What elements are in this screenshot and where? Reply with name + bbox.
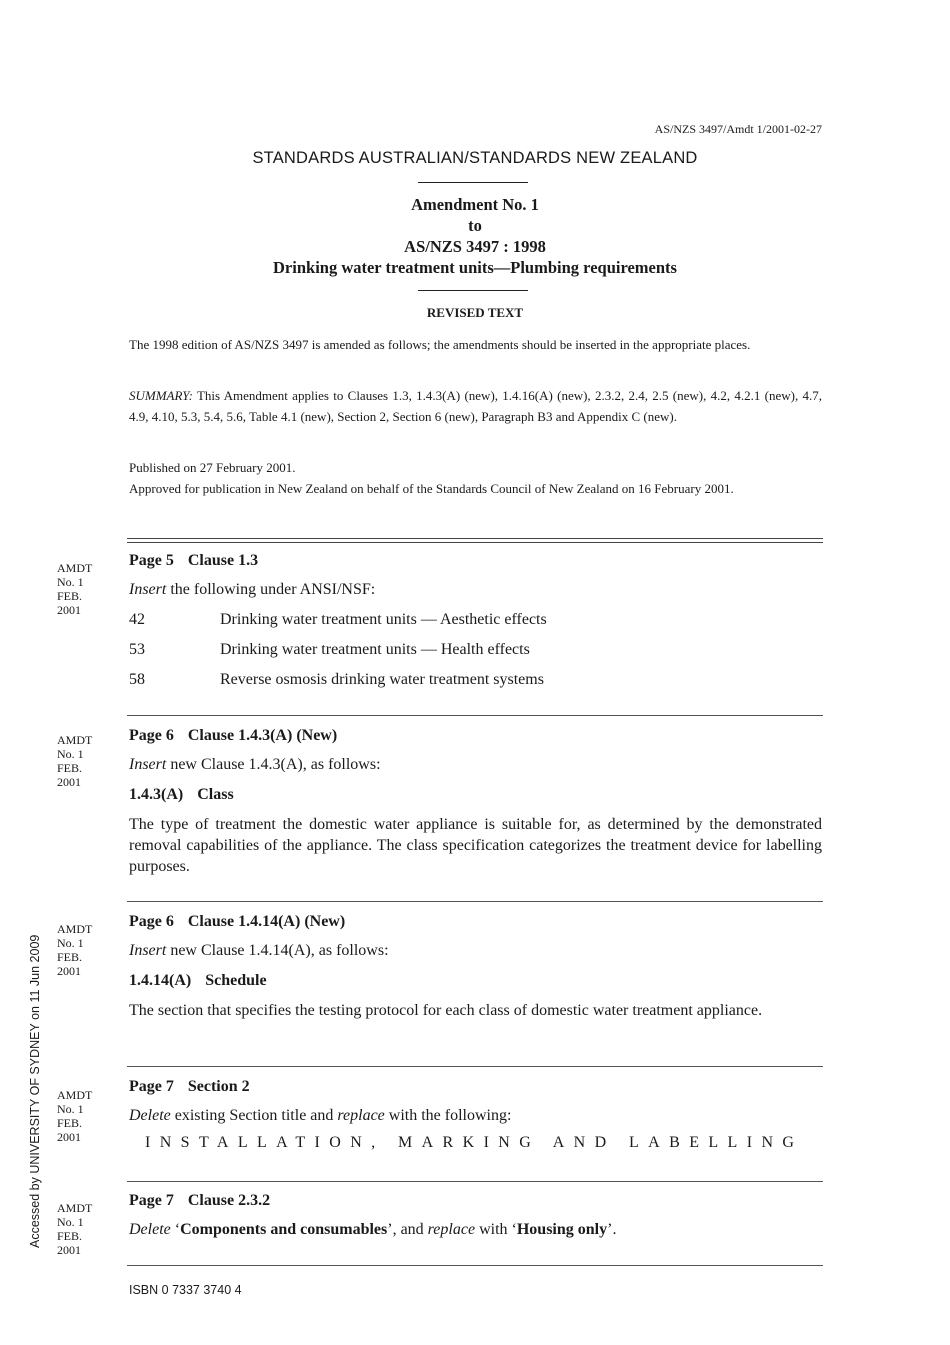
amdt-number: No. 1 — [57, 575, 84, 589]
amdt-month: FEB. — [57, 589, 83, 603]
instruction: Delete ‘Components and consumables’, and replace with ‘Housing only’. — [129, 1221, 617, 1238]
amdt-label: AMDT — [57, 561, 93, 575]
standard-title: Drinking water treatment units — Aesthetic effects — [220, 611, 547, 628]
divider — [127, 901, 823, 902]
section-heading — [129, 913, 822, 931]
amdt-year: 2001 — [57, 775, 81, 789]
subclause-number: 1.4.3(A) — [129, 786, 184, 803]
new-text: Housing only — [516, 1221, 608, 1238]
isbn: ISBN 0 7337 3740 4 — [129, 1283, 242, 1297]
page-ref: Page 7 — [129, 1078, 174, 1095]
clause-body: The section that specifies the testing protocol for each class of domestic water treatment appliance. — [129, 1002, 763, 1019]
title-line: AS/NZS 3497 : 1998 — [404, 237, 546, 256]
new-section-title: INSTALLATION, MARKING AND LABELLING — [145, 1134, 804, 1151]
approval-note: Approved for publication in New Zealand on behalf of the Standards Council of New Zealand on 16 February 2001. — [129, 481, 734, 496]
section-heading — [129, 1192, 822, 1210]
delete-word: Delete — [129, 1221, 171, 1238]
amdt-year: 2001 — [57, 1243, 81, 1257]
standard-entry — [129, 610, 822, 630]
amdt-number: No. 1 — [57, 747, 84, 761]
amendment-section — [129, 552, 822, 690]
organization-name: STANDARDS AUSTRALIAN/STANDARDS NEW ZEALAND — [252, 149, 698, 167]
title-line: Drinking water treatment units—Plumbing requirements — [273, 258, 677, 277]
amdt-number: No. 1 — [57, 936, 84, 950]
insert-word: Insert — [129, 942, 167, 959]
intro-paragraph: The 1998 edition of AS/NZS 3497 is amended as follows; the amendments should be inserted in the appropriate places. — [129, 337, 751, 352]
amdt-number: No. 1 — [57, 1102, 84, 1116]
instruction — [129, 755, 822, 775]
instruction-text: with the following: — [388, 1107, 512, 1124]
amendment-note — [57, 733, 117, 789]
subclause-number: 1.4.14(A) — [129, 972, 192, 989]
amdt-year: 2001 — [57, 964, 81, 978]
amdt-label: AMDT — [57, 922, 93, 936]
instruction — [129, 580, 822, 600]
instruction-text: existing Section title and — [174, 1107, 334, 1124]
divider — [418, 290, 528, 291]
section-heading — [129, 552, 822, 570]
divider — [127, 715, 823, 716]
amendment-note — [57, 561, 117, 617]
clause-ref: Clause 1.4.3(A) (New) — [187, 727, 338, 744]
instruction-text: the following under ANSI/NSF: — [170, 581, 376, 598]
amdt-month: FEB. — [57, 1116, 83, 1130]
replace-word: replace — [427, 1221, 476, 1238]
amendment-note — [57, 922, 117, 978]
standard-number: 42 — [129, 611, 145, 628]
page-ref: Page 5 — [129, 552, 174, 569]
amendment-section — [129, 1078, 822, 1152]
clause-ref: Clause 1.4.14(A) (New) — [187, 913, 346, 930]
replace-word: replace — [337, 1107, 385, 1124]
standard-title: Drinking water treatment units — Health effects — [220, 641, 530, 658]
subclause-title: Class — [197, 786, 234, 803]
amdt-year: 2001 — [57, 1130, 81, 1144]
amdt-label: AMDT — [57, 733, 93, 747]
standard-number: 53 — [129, 641, 145, 658]
access-watermark: Accessed by UNIVERSITY OF SYDNEY on 11 Jun 2009 — [28, 934, 42, 1248]
divider — [127, 1181, 823, 1182]
instruction-text: new Clause 1.4.3(A), as follows: — [170, 756, 381, 773]
clause-ref: Clause 1.3 — [187, 552, 259, 569]
clause-ref: Section 2 — [187, 1078, 250, 1095]
summary-label: SUMMARY: — [129, 388, 193, 403]
page-ref: Page 7 — [129, 1192, 174, 1209]
amdt-month: FEB. — [57, 950, 83, 964]
double-divider — [127, 538, 823, 543]
amdt-number: No. 1 — [57, 1215, 84, 1229]
subclause-heading — [129, 785, 822, 805]
document-reference: AS/NZS 3497/Amdt 1/2001-02-27 — [654, 122, 822, 136]
insert-word: Insert — [129, 756, 167, 773]
title-line: to — [468, 216, 482, 235]
divider — [127, 1066, 823, 1067]
amendment-note — [57, 1088, 117, 1144]
amdt-label: AMDT — [57, 1088, 93, 1102]
standard-entry — [129, 670, 822, 690]
page-ref: Page 6 — [129, 913, 174, 930]
amdt-label: AMDT — [57, 1201, 93, 1215]
amendment-section — [129, 1192, 822, 1240]
insert-word: Insert — [129, 581, 167, 598]
subclause-heading — [129, 971, 822, 991]
amendment-section — [129, 913, 822, 1021]
instruction — [129, 1106, 822, 1126]
clause-ref: Clause 2.3.2 — [187, 1192, 271, 1209]
delete-word: Delete — [129, 1107, 171, 1124]
amendment-section — [129, 727, 822, 877]
section-heading — [129, 1078, 822, 1096]
page-ref: Page 6 — [129, 727, 174, 744]
summary-paragraph — [129, 385, 822, 427]
amdt-year: 2001 — [57, 603, 81, 617]
old-text: Components and consumables — [180, 1221, 388, 1238]
amdt-month: FEB. — [57, 761, 83, 775]
instruction-text: new Clause 1.4.14(A), as follows: — [170, 942, 389, 959]
summary-text: This Amendment applies to Clauses 1.3, 1.4.3(A) (new), 1.4.16(A) (new), 2.3.2, 2.4, 2.5 (new), 4.2, 4.2.1 (new), 4.7, 4.9, 4.10, 5.3, 5.4, 5.6, Table 4.1 (new), Section 2, Section 6 (new), Paragraph B3 and Appendix C (new). — [129, 388, 822, 424]
title-line: Amendment No. 1 — [411, 195, 539, 214]
divider — [418, 182, 528, 183]
clause-body: The type of treatment the domestic water appliance is suitable for, as determined by the demonstrated removal capabilities of the appliance. The class specification categorizes the treatment device for labelling purposes. — [129, 816, 822, 875]
subclause-title: Schedule — [205, 972, 267, 989]
amdt-month: FEB. — [57, 1229, 83, 1243]
published-date: Published on 27 February 2001. — [129, 460, 296, 475]
divider — [127, 1265, 823, 1266]
instruction — [129, 941, 822, 961]
standard-number: 58 — [129, 671, 145, 688]
connector: , and — [392, 1221, 424, 1238]
document-title — [0, 194, 950, 278]
standard-entry — [129, 640, 822, 660]
connector: with — [479, 1221, 508, 1238]
section-heading — [129, 727, 822, 745]
revised-text-heading: REVISED TEXT — [426, 305, 524, 320]
standard-title: Reverse osmosis drinking water treatment systems — [220, 671, 544, 688]
amendment-note — [57, 1201, 117, 1257]
